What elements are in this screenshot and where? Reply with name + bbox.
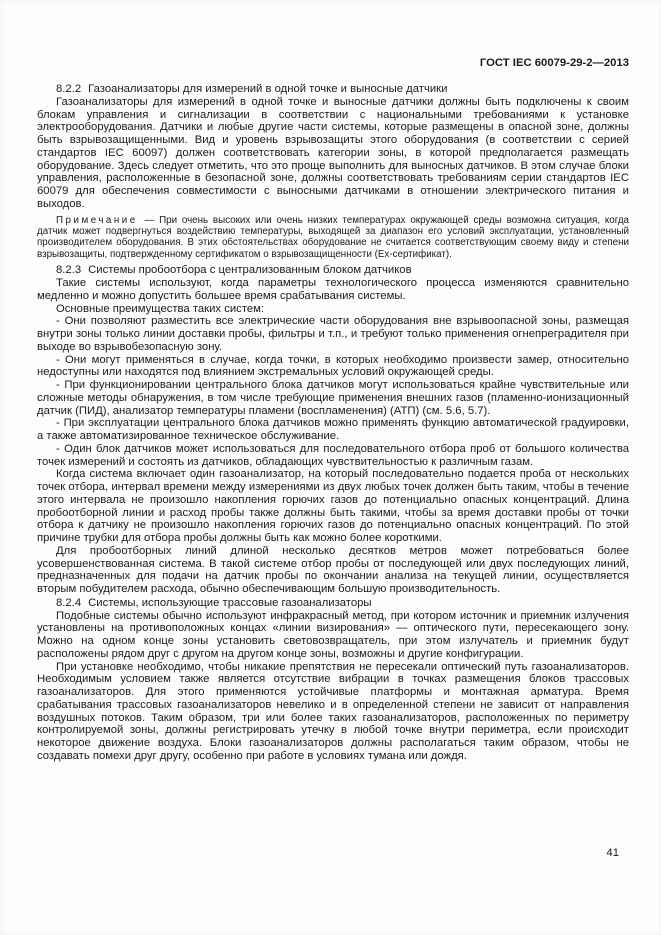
paragraph: Газоанализаторы для измерений в одной точке и выносные датчики должны быть подключены к своим блокам управления и сигнализации в соответствии с национальными требованиями к установке электрооборудования. Датчики и любые другие части системы, которые размещены в опасной зоне, должны быть взрывозащищенными. Вид и уровень взрывозащиты этого оборудования (в соответствии с серией стандартов IEC 60097) должен соответствовать категории зоны, в которой предполагается размещать оборудование. Здесь следует отметить, что это проще выполнить для выносных датчиков. В этом случае блоки управления, расположенные в безопасной зоне, должны соответствовать требованиям серии стандартов IEC 60079 для обеспечения совместимости с выносными датчиками в отношении электрического питания и выходов. [37,95,629,210]
clause-number: 8.2.3 [56,264,82,277]
paragraph: Когда система включает один газоанализатор, на который последовательно подается проба от нескольких точек отбора, интервал времени между измерениями из двух любых точек должен быть таким, чтобы в течение этого интервала не произошло накопления горючих газов до потенциально опасных концентраций. Длина пробоотборной линии и расход пробы также должны быть такими, чтобы за время доставки пробы от точки отбора к датчику не произошло накопления горючих газов до потенциально опасных концентраций. По этой причине трубки для отбора пробы должны быть как можно более короткими. [37,468,629,545]
clause-title: Системы пробоотбора с централизованным блоком датчиков [88,264,412,277]
standard-reference-header: ГОСТ IEC 60079-29-2—2013 [479,57,629,69]
clause-number: 8.2.2 [56,83,82,95]
note-paragraph [37,215,629,261]
note-label: Примечание [56,214,138,226]
clause-title: Газоанализаторы для измерений в одной точке и выносные датчики [88,83,448,95]
section-heading-8-2-3 [37,264,629,277]
paragraph: Такие системы используют, когда параметры технологического процесса изменяются сравнительно медленно и можно допустить большее время срабатывания системы. [37,277,629,302]
list-item-paragraph: - При эксплуатации центрального блока датчиков можно применять функцию автоматической градуировки, а также автоматизированное техническое обслуживание. [37,417,629,443]
clause-title: Системы, использующие трассовые газоанализаторы [88,596,372,609]
paragraph: При установке необходимо, чтобы никакие препятствия не пересекали оптический путь газоанализаторов. Необходимым условием также является отсутствие вибрации в точках размещения блоков трассовых газоанализаторов. Для этого применяются устойчивые платформы и монтажная арматура. Время срабатывания трассовых газоанализаторов невелико и в определенной степени не зависит от направления воздушных потоков. Таким образом, три или более таких газоанализаторов, расположенных по периметру контролируемой зоны, должны регистрировать утечку в любой точке внутри периметра, если происходит некоторое движение воздуха. Блоки газоанализаторов должны располагаться таким образом, чтобы не создавать помехи друг другу, особенно при работе в условиях тумана или дождя. [37,660,629,762]
list-item-paragraph: - Они позволяют разместить все электрические части оборудования вне взрывоопасной зоны, размещая внутри зоны только линии доставки пробы, фильтры и т.п., и требуют только применения огнепреградителя при выходе во взрывобезопасную зону. [37,315,629,353]
list-item-paragraph: - Один блок датчиков может использоваться для последовательного отбора проб от большого количества точек измерений и состоять из датчиков, обладающих чувствительностью к различным газам. [37,442,629,468]
section-heading-8-2-2 [37,83,629,96]
paragraph: Для пробоотборных линий длиной несколько десятков метров может потребоваться более усовершенствованная система. В такой системе отбор пробы от последующей или двух последующих линий, предназначенных для подачи на датчик пробы по окончании анализа на текущей линии, осуществляется вторым побудителем расхода, обычно обеспечивающим большую производительность. [37,544,629,596]
list-item-paragraph: - Они могут применяться в случае, когда точки, в которых необходимо произвести замер, относительно недоступны или находятся под влиянием экстремальных условий окружающей среды. [37,353,629,379]
page-number: 41 [606,847,619,859]
list-item-paragraph: - При функционировании центрального блока датчиков могут использоваться крайне чувствительные или сложные методы обнаружения, в том числе требующие применения внешних газов (пламенно-ионизационный датчик (ПИД), анализатор температуры пламени (воспламенения) (АТП) (см. 5.6, 5.7). [37,379,629,417]
page-content [37,57,629,763]
section-heading-8-2-4 [37,597,629,610]
paragraph: Подобные системы обычно используют инфракрасный метод, при котором источник и приемник излучения установлены на противоположных концах «линии визирования» — оптического пути, пересекающего зону. Можно на одном конце зоны установить световозвращатель, при этом излучатель и приемник будут расположены рядом друг с другом на другом конце зоны, возможны и другие конфигурации. [37,609,629,660]
paragraph: Основные преимущества таких систем: [56,302,265,315]
note-text: — При очень высоких или очень низких температурах окружающей среды возможна ситуация, когда датчик может подвергнуться воздействию температуры, выходящей за диапазон его условий эксплуатации, установленный производителем оборудования. В этих обстоятельствах оборудование не считается соответствующим своему виду и степени взрывозащиты, подтвержденному сертификатом о взрывозащищенности (Ex-сертификат). [37,214,630,260]
clause-number: 8.2.4 [56,596,82,609]
